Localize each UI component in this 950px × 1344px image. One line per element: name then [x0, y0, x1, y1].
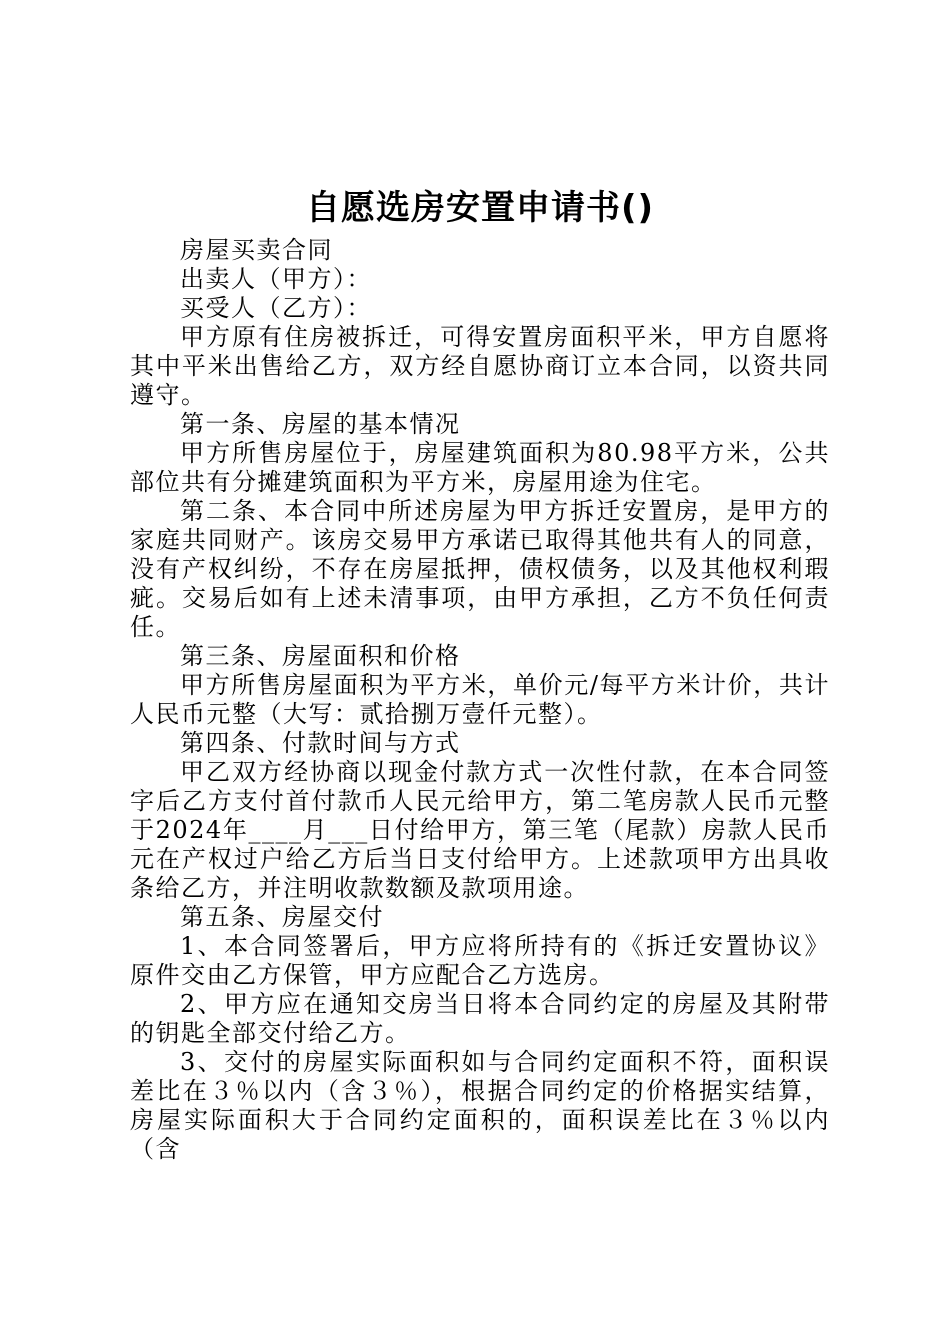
- document-title: 自愿选房安置申请书(): [305, 188, 655, 228]
- paragraph-price: 甲方所售房屋面积为平方米，单价元/每平方米计价，共计人民币元整（大写：贰拾捌万壹仟元整）。: [130, 671, 830, 728]
- document-page: [130, 180, 830, 1164]
- section-heading-4: 第四条、付款时间与方式: [180, 729, 461, 757]
- paragraph-buyer: 买受人（乙方）：: [180, 294, 372, 322]
- section-heading-3: 第三条、房屋面积和价格: [180, 642, 461, 670]
- paragraph-house-info: 甲方所售房屋位于，房屋建筑面积为80.98平方米，公共部位共有分摊建筑面积为平方米，房屋用途为住宅。: [130, 439, 830, 496]
- paragraph-payment: 甲乙双方经协商以现金付款方式一次性付款，在本合同签字后乙方支付首付款币人民元给甲方，第二笔房款人民币元整于2024年____月___日付给甲方，第三笔（尾款）房款人民币元在产权过户给乙方后当日支付给甲方。上述款项甲方出具收条给乙方，并注明收款数额及款项用途。: [130, 758, 830, 902]
- paragraph-delivery-3: 3、交付的房屋实际面积如与合同约定面积不符，面积误差比在３％以内（含３％），根据合同约定的价格据实结算，房屋实际面积大于合同约定面积的，面积误差比在３％以内（含: [130, 1048, 830, 1163]
- section-heading-1: 第一条、房屋的基本情况: [180, 410, 461, 438]
- paragraph-contract-name: 房屋买卖合同: [180, 236, 333, 264]
- paragraph-delivery-1: 1、本合同签署后，甲方应将所持有的《拆迁安置协议》原件交由乙方保管，甲方应配合乙方选房。: [130, 932, 830, 989]
- paragraph-article-2: 第二条、本合同中所述房屋为甲方拆迁安置房，是甲方的家庭共同财产。该房交易甲方承诺已取得其他共有人的同意，没有产权纠纷，不存在房屋抵押，债权债务，以及其他权利瑕疵。交易后如有上述未清事项，由甲方承担，乙方不负任何责任。: [130, 497, 830, 641]
- section-heading-5: 第五条、房屋交付: [180, 903, 384, 931]
- paragraph-preamble: 甲方原有住房被拆迁，可得安置房面积平米，甲方自愿将其中平米出售给乙方，双方经自愿协商订立本合同，以资共同遵守。: [130, 323, 830, 409]
- paragraph-seller: 出卖人（甲方）：: [180, 265, 372, 293]
- paragraph-delivery-2: 2、甲方应在通知交房当日将本合同约定的房屋及其附带的钥匙全部交付给乙方。: [130, 990, 830, 1047]
